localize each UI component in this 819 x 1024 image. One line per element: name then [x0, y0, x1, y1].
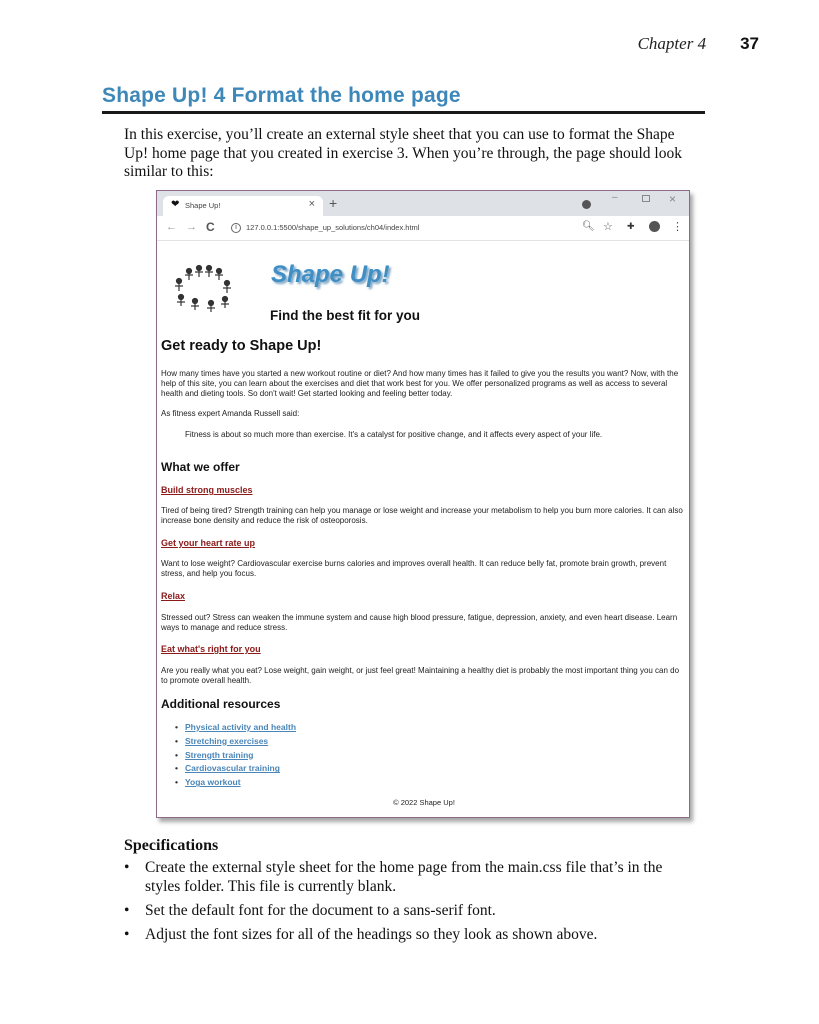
- intro-paragraph: How many times have you started a new workout routine or diet? And how many times has it failed to give you the results you want? Now, with the help of this site, you can learn about the exercises and diet that work best for you. We offer personalized programs as well as access to several health and dieting tools. So don't wait! Get started looking and feeling better today.: [161, 369, 679, 398]
- offer-link-muscles[interactable]: Build strong muscles: [161, 485, 253, 495]
- exercise-title: Shape Up! 4 Format the home page: [102, 84, 461, 107]
- offer-text-eat: Are you really what you eat? Lose weight, gain weight, or just feel great! Maintaining a healthy diet is probably the most important thing you can do to promote overall health.: [161, 666, 680, 685]
- specification-item: • Set the default font for the document to a sans-serif font.: [124, 901, 684, 920]
- bookmark-star-icon[interactable]: ☆: [603, 221, 613, 233]
- page-number: 37: [740, 34, 759, 53]
- quote-intro: As fitness expert Amanda Russell said:: [161, 409, 300, 418]
- more-menu-icon[interactable]: ⋮: [672, 221, 683, 233]
- resource-link[interactable]: • Physical activity and health: [185, 721, 296, 735]
- resource-link[interactable]: • Strength training: [185, 749, 296, 763]
- running-header: [638, 34, 759, 54]
- offer-text-muscles: Tired of being tired? Strength training can help you manage or lose weight and increase your metabolism to help you burn more calories. It can also increase bone density and reduce the risk of osteoporosis.: [161, 506, 683, 525]
- offer-link-eat[interactable]: Eat what's right for you: [161, 644, 261, 654]
- back-arrow-icon[interactable]: ←: [166, 221, 177, 233]
- web-page-content: [157, 241, 689, 817]
- exercise-heading: [102, 84, 705, 114]
- resource-link[interactable]: • Cardiovascular training: [185, 762, 296, 776]
- extensions-puzzle-icon[interactable]: ✚: [627, 221, 635, 231]
- site-tagline: Find the best fit for you: [270, 308, 420, 323]
- zoom-icon[interactable]: 🔍︎: [582, 221, 595, 232]
- resource-link[interactable]: • Stretching exercises: [185, 735, 296, 749]
- offer-text-heart-rate: Want to lose weight? Cardiovascular exercise burns calories and improves overall health. It can reduce belly fat, promote brain growth, prevent stress, and help you focus.: [161, 559, 667, 578]
- minimize-icon[interactable]: –: [612, 192, 618, 203]
- close-tab-icon[interactable]: ×: [308, 198, 315, 210]
- forward-arrow-icon[interactable]: →: [186, 221, 197, 233]
- maximize-icon[interactable]: [642, 195, 650, 202]
- specifications-list: [124, 858, 684, 949]
- site-info-icon[interactable]: i: [231, 223, 241, 233]
- offer-link-heart-rate[interactable]: Get your heart rate up: [161, 538, 256, 548]
- tab-search-icon[interactable]: [582, 200, 591, 209]
- offer-link-relax[interactable]: Relax: [161, 591, 186, 601]
- page-footer: © 2022 Shape Up!: [393, 798, 455, 807]
- tab-title: Shape Up!: [185, 201, 221, 210]
- window-close-icon[interactable]: ×: [669, 192, 677, 206]
- browser-tab-bar: [157, 191, 689, 216]
- resources-list: [185, 721, 296, 790]
- new-tab-icon[interactable]: +: [329, 195, 338, 211]
- offer-text-relax: Stressed out? Stress can weaken the immune system and cause high blood pressure, fatigue, depression, anxiety, and even heart disease. Learn ways to manage and reduce stress.: [161, 613, 678, 632]
- url-field[interactable]: 127.0.0.1:5500/shape_up_solutions/ch04/index.html: [246, 223, 420, 232]
- resources-heading: Additional resources: [161, 697, 281, 711]
- browser-screenshot: [156, 190, 690, 818]
- offer-heading: What we offer: [161, 460, 240, 474]
- page-heading: Get ready to Shape Up!: [161, 338, 322, 354]
- reload-icon[interactable]: C: [206, 220, 215, 234]
- fitness-quote: Fitness is about so much more than exercise. It's a catalyst for positive change, and it affects every aspect of your life.: [185, 430, 603, 439]
- chapter-label: Chapter 4: [637, 34, 707, 53]
- profile-avatar-icon[interactable]: [649, 221, 660, 232]
- heart-favicon-icon: ❤: [171, 199, 180, 210]
- specifications-title: Specifications: [124, 837, 219, 854]
- browser-address-bar: [157, 216, 689, 241]
- people-circle-logo-icon: [169, 263, 239, 313]
- specification-item: • Create the external style sheet for the home page from the main.css file that’s in the styles folder. This file is currently blank.: [124, 858, 684, 896]
- exercise-intro: In this exercise, you’ll create an external style sheet that you can use to format the Shape Up! home page that you created in exercise 3. When you’re through, the page should look similar to this:: [124, 126, 682, 180]
- specification-item: • Adjust the font sizes for all of the headings so they look as shown above.: [124, 925, 684, 944]
- resource-link[interactable]: • Yoga workout: [185, 776, 296, 790]
- site-title: Shape Up!: [271, 261, 390, 288]
- browser-tab[interactable]: [163, 196, 323, 216]
